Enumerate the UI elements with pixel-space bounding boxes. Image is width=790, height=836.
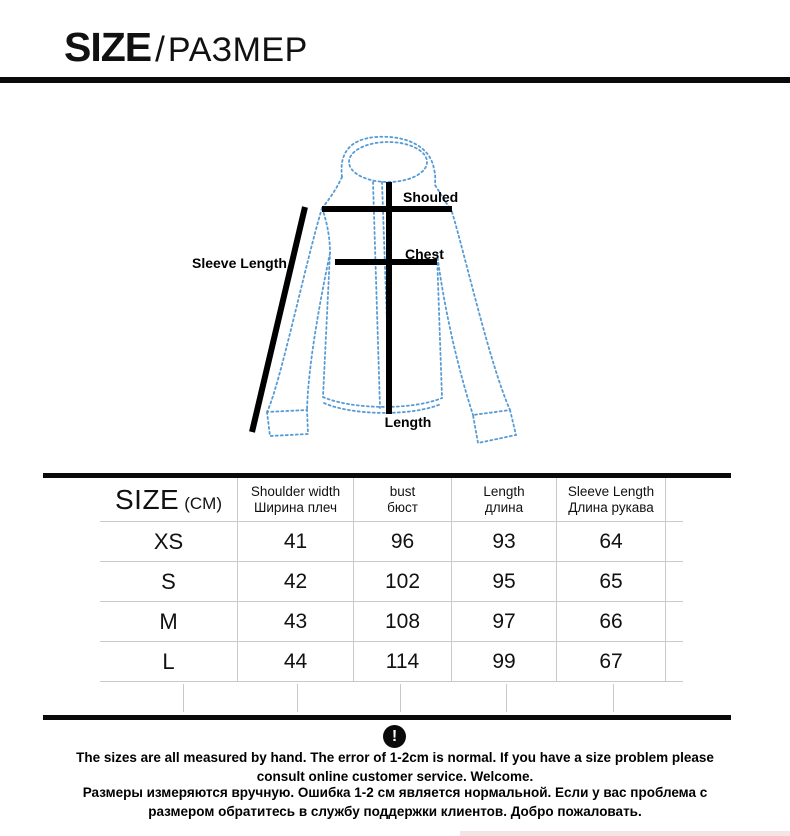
spacer-cell [666,562,683,602]
value-cell: 96 [354,522,452,562]
header-shoulder-width-ru: Ширина плеч [254,499,337,515]
size-cell-m: M [100,602,238,642]
header-spacer-cell [666,478,683,522]
value-cell: 42 [238,562,354,602]
notice-text-en: The sizes are all measured by hand. The error of 1-2cm is normal. If you have a size problem please consult online customer service. Welcome. [76,750,714,784]
title-size-ru: РАЗМЕР [167,31,308,69]
title-slash: / [155,30,165,69]
value-cell: 102 [354,562,452,602]
value-cell: 65 [557,562,666,602]
header-shoulder-width-en: Shoulder width [250,483,341,499]
size-cell-xs: XS [100,522,238,562]
value-cell: 99 [452,642,557,682]
header-length-en: Length [483,483,525,499]
measurement-bars [252,182,452,432]
value-cell: 93 [452,522,557,562]
value-cell: 66 [557,602,666,642]
header-bust-en: bust [389,483,416,499]
title-size-en: SIZE [64,24,152,70]
value-cell: 64 [557,522,666,562]
column-tick [400,684,401,712]
column-tick [506,684,507,712]
header-length [452,478,557,522]
size-cell-l: L [100,642,238,682]
size-cell-s: S [100,562,238,602]
header-bust [354,478,452,522]
next-section-edge [460,831,790,836]
header-sleeve-length-ru: Длина рукава [568,499,654,515]
measure-label-shoulder: Shouled [403,189,459,205]
spacer-cell [666,642,683,682]
header-sleeve-length [557,478,666,522]
header-unit-label: (CM) [184,494,222,513]
notice-text-ru: Размеры измеряются вручную. Ошибка 1-2 см является нормальной. Если у вас проблема с размером обратитесь в службу поддержки клиентов. Добро пожаловать. [82,785,708,819]
exclamation-icon: ! [383,725,406,748]
spacer-cell [666,522,683,562]
header-sleeve-length-en: Sleeve Length [567,483,655,499]
title-divider [0,77,790,83]
sleeve-measure-bar [252,207,305,432]
header-length-ru: длина [484,499,524,515]
value-cell: 95 [452,562,557,602]
header-bust-ru: бюст [387,499,418,515]
measure-label-length: Length [384,414,432,430]
value-cell: 108 [354,602,452,642]
table-bottom-rule [43,715,731,720]
spacer-cell [666,602,683,642]
header-size-cell [100,478,238,522]
value-cell: 114 [354,642,452,682]
column-tick [183,684,184,712]
size-table [100,478,683,682]
column-tick [613,684,614,712]
page-title [64,24,308,77]
header-shoulder-width [238,478,354,522]
header-size-label: SIZE [115,484,180,515]
value-cell: 67 [557,642,666,682]
value-cell: 97 [452,602,557,642]
jacket-measurement-diagram [190,105,590,465]
value-cell: 44 [238,642,354,682]
measure-label-chest: Chest [405,246,444,262]
column-tick [297,684,298,712]
value-cell: 43 [238,602,354,642]
value-cell: 41 [238,522,354,562]
measure-label-sleeve-length: Sleeve Length [192,255,287,271]
jacket-outline-svg [190,105,590,465]
